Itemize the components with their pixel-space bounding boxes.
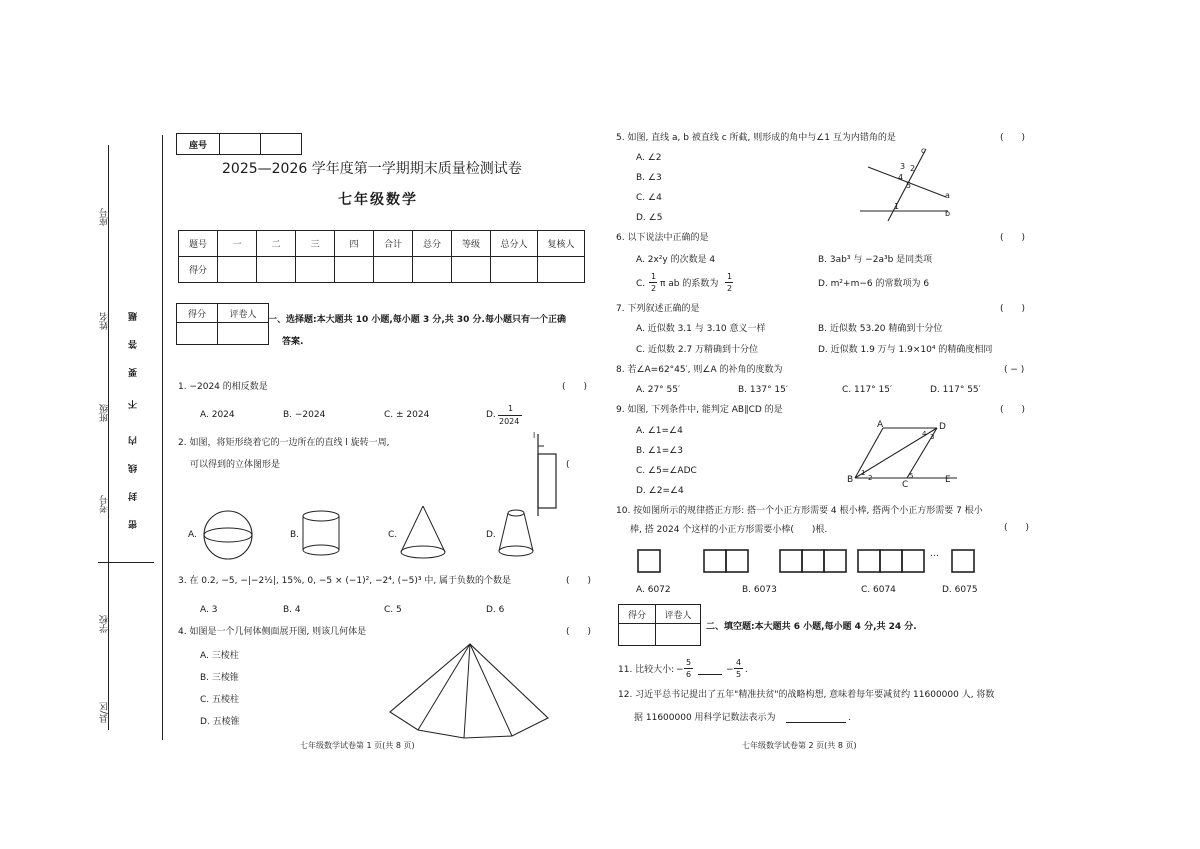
q2-option-a[interactable]: A.	[188, 530, 197, 540]
q5-option-d[interactable]: D. ∠5	[636, 213, 663, 223]
q6-option-a[interactable]: A. 2x²y 的次数是 4	[636, 255, 716, 265]
section2-grader-box	[618, 604, 701, 646]
q8-option-a[interactable]: A. 27° 55′	[636, 385, 681, 395]
q2-cone-figure	[398, 504, 448, 560]
q1-option-b[interactable]: B. −2024	[283, 410, 326, 420]
q9-label-E: E	[945, 475, 951, 485]
binding-county-label: 县/区	[100, 702, 110, 724]
binding-line-inner	[162, 135, 163, 740]
score-cell[interactable]	[257, 257, 296, 283]
q7-option-b[interactable]: B. 近似数 53.20 精确到十分位	[818, 324, 943, 334]
q10-option-d[interactable]: D. 6075	[942, 585, 978, 595]
q12-answer-blank[interactable]	[786, 722, 846, 723]
q12-stem-cont: 据 11600000 用科学记数法表示为	[634, 713, 776, 723]
q9-option-c[interactable]: C. ∠5=∠ADC	[636, 466, 697, 476]
seat-number-cell-2[interactable]	[261, 134, 302, 155]
q6-stem: 6. 以下说法中正确的是	[616, 233, 709, 243]
seal-char-6: 要	[129, 368, 139, 377]
q2-stem-cont: 可以得到的立体图形是	[190, 460, 281, 470]
q9-label-A: A	[877, 420, 884, 430]
q4-stem: 4. 如图是一个几何体侧面展开图, 则该几何体是	[178, 627, 367, 637]
score-cell[interactable]	[335, 257, 374, 283]
q7-option-c[interactable]: C. 近似数 2.7 万精确到十分位	[636, 345, 759, 355]
q5-label-1: 1	[894, 202, 900, 211]
q1-option-d-denominator: 2024	[499, 417, 520, 426]
q9-label-3: 3	[930, 433, 935, 441]
seal-char-7: 答	[129, 340, 139, 349]
q10-option-c[interactable]: C. 6074	[861, 585, 896, 595]
score-cell[interactable]	[413, 257, 452, 283]
q9-label-2: 2	[868, 474, 873, 482]
seal-char-3: 线	[129, 464, 139, 473]
q6-option-d[interactable]: D. m²+m−6 的常数项为 6	[818, 279, 930, 289]
q9-label-B: B	[847, 475, 854, 485]
q5-label-c: c	[921, 146, 926, 155]
grader-name-cell[interactable]	[218, 323, 269, 345]
q2-frustum-figure	[496, 507, 536, 559]
score-cell[interactable]	[452, 257, 491, 283]
seal-char-2: 封	[129, 492, 139, 501]
section2-heading: 二、填空题:本大题共 6 小题,每小题 4 分,共 24 分.	[706, 622, 917, 632]
q4-option-a[interactable]: A. 三棱柱	[200, 651, 239, 661]
q6-option-c-text[interactable]: π ab 的系数为	[660, 279, 719, 289]
q11-period: .	[745, 665, 748, 675]
score-cell[interactable]	[296, 257, 335, 283]
q9-label-C: C	[902, 480, 909, 490]
q2-sphere-figure	[200, 509, 256, 561]
q6-c-answer-den: 2	[727, 284, 733, 293]
q10-option-a[interactable]: A. 6072	[636, 585, 671, 595]
q11-answer-blank[interactable]	[698, 674, 722, 675]
grader-score-label: 得分	[619, 605, 656, 624]
q9-option-a[interactable]: A. ∠1=∠4	[636, 426, 683, 436]
q1-option-d-prefix[interactable]: D.	[486, 410, 496, 420]
score-header-cell: 等级	[452, 231, 491, 257]
q2-cylinder-figure	[301, 509, 341, 559]
section1-heading-cont: 答案.	[282, 337, 304, 347]
q6-option-c-prefix[interactable]: C.	[636, 279, 646, 289]
score-header-cell: 总分人	[491, 231, 538, 257]
q1-option-d-numerator: 1	[508, 404, 514, 413]
q2-option-b[interactable]: B.	[290, 530, 300, 540]
seat-number-box	[176, 133, 302, 155]
binding-seat-label: 座号	[100, 208, 110, 226]
q10-ellipsis: …	[930, 549, 939, 559]
q8-stem: 8. 若∠A=62°45′, 则∠A 的补角的度数为	[616, 365, 783, 375]
q2-option-d[interactable]: D.	[486, 530, 496, 540]
score-cell[interactable]	[491, 257, 538, 283]
seal-char-5: 不	[129, 400, 139, 409]
q5-option-c[interactable]: C. ∠4	[636, 193, 662, 203]
q4-answer-paren: ( )	[566, 627, 592, 637]
q9-label-5: 5	[909, 472, 914, 480]
score-header-cell: 题号	[179, 231, 218, 257]
score-summary-table	[178, 230, 585, 283]
q1-answer-paren: ( )	[562, 382, 588, 392]
score-header-cell: 总分	[413, 231, 452, 257]
q2-stem: 2. 如图，将矩形绕着它的一边所在的直线 l 旋转一周,	[178, 438, 390, 448]
q3-answer-paren: ( )	[566, 576, 592, 586]
section1-heading: 一、选择题:本大题共 10 小题,每小题 3 分,共 30 分.每小题只有一个正确	[268, 315, 566, 325]
q3-stem: 3. 在 0.2, −5, −|−2½|, 15%, 0, −5 × (−1)², −2⁴, (−5)³ 中, 属于负数的个数是	[178, 576, 512, 586]
q2-option-c[interactable]: C.	[388, 530, 398, 540]
seal-char-8: 题	[129, 312, 139, 321]
binding-school-label: 学校	[100, 615, 110, 633]
q9-label-D: D	[939, 422, 946, 432]
score-header-cell: 一	[218, 231, 257, 257]
q3-option-b[interactable]: B. 4	[283, 605, 301, 615]
q7-option-a[interactable]: A. 近似数 3.1 与 3.10 意义一样	[636, 324, 766, 334]
q10-stem: 10. 按如图所示的规律搭正方形: 搭一个小正方形需要 4 根小棒, 搭两个小正方形需要 7 根小	[616, 506, 983, 516]
binding-line-outer	[108, 145, 109, 730]
binding-name-label: 姓名	[100, 312, 110, 330]
seat-number-cell-1[interactable]	[220, 134, 261, 155]
exam-title: 2025—2026 学年度第一学期期末质量检测试卷	[222, 161, 522, 177]
q9-option-d[interactable]: D. ∠2=∠4	[636, 486, 684, 496]
binding-class-label: 班级	[100, 404, 110, 422]
grader-score-label: 得分	[177, 304, 218, 323]
q8-option-c[interactable]: C. 117° 15′	[842, 385, 893, 395]
q9-option-b[interactable]: B. ∠1=∠3	[636, 446, 684, 456]
score-cell[interactable]	[218, 257, 257, 283]
seal-char-4: 内	[129, 436, 139, 445]
score-header-cell: 二	[257, 231, 296, 257]
q6-answer-paren: ( )	[1000, 233, 1026, 243]
q10-answer-paren: ( )	[1004, 523, 1030, 533]
q5-answer-paren: ( )	[1000, 133, 1026, 143]
footer-page-1: 七年级数学试卷第 1 页(共 8 页)	[300, 741, 415, 750]
seat-number-label: 座号	[177, 134, 220, 155]
q3-option-d[interactable]: D. 6	[486, 605, 505, 615]
q9-label-4: 4	[922, 430, 927, 438]
footer-page-2: 七年级数学试卷第 2 页(共 8 页)	[742, 741, 857, 750]
q6-option-b[interactable]: B. 3ab³ 与 −2a³b 是同类项	[818, 255, 933, 265]
q4-option-c[interactable]: C. 五棱柱	[200, 695, 240, 705]
section1-grader-box	[176, 303, 269, 345]
q9-label-1: 1	[861, 469, 866, 477]
grader-score-cell[interactable]	[177, 323, 218, 345]
q1-stem: 1. −2024 的相反数是	[178, 382, 268, 392]
q11-num-1: 5	[686, 658, 692, 667]
q5-label-4: 4	[898, 173, 904, 182]
q11-minus-1: −	[676, 665, 684, 675]
q1-option-c[interactable]: C. ± 2024	[384, 410, 430, 420]
q7-stem: 7. 下列叙述正确的是	[616, 304, 700, 314]
seal-char-1: 密	[129, 520, 139, 529]
score-header-cell: 合计	[374, 231, 413, 257]
q11-minus-2: −	[726, 665, 734, 675]
score-row-label: 得分	[179, 257, 218, 283]
grader-score-cell[interactable]	[619, 624, 656, 646]
score-cell[interactable]	[538, 257, 585, 283]
q2-axis-label: l	[533, 431, 536, 440]
q4-net-figure	[384, 640, 554, 740]
exam-subtitle: 七年级数学	[338, 192, 418, 208]
score-header-cell: 三	[296, 231, 335, 257]
grader-name-cell[interactable]	[656, 624, 701, 646]
q6-c-answer-num: 1	[727, 272, 733, 281]
q5-option-b[interactable]: B. ∠3	[636, 173, 662, 183]
q5-label-a: a	[945, 191, 950, 200]
q5-label-2: 2	[910, 164, 916, 173]
binding-separator	[98, 562, 154, 563]
q2-answer-paren: (	[566, 460, 570, 470]
q10-option-b[interactable]: B. 6073	[742, 585, 777, 595]
q4-option-b[interactable]: B. 三棱锥	[200, 673, 239, 683]
q12-period: .	[848, 713, 851, 723]
q8-answer-paren: ( − )	[1004, 365, 1025, 375]
q1-option-a[interactable]: A. 2024	[200, 410, 235, 420]
score-cell[interactable]	[374, 257, 413, 283]
q5-stem: 5. 如图, 直线 a, b 被直线 c 所截, 则形成的角中与∠1 互为内错角的是	[616, 133, 896, 143]
q6-option-c-den: 2	[651, 284, 657, 293]
q11-den-1: 6	[686, 670, 692, 679]
q11-den-2: 5	[736, 670, 742, 679]
q5-label-5: 5	[906, 181, 912, 190]
q7-answer-paren: ( )	[1000, 304, 1026, 314]
q11-num-2: 4	[736, 658, 742, 667]
q6-option-c-num: 1	[651, 272, 657, 281]
q8-option-b[interactable]: B. 137° 15′	[738, 385, 788, 395]
q10-stem-cont: 棒, 搭 2024 个这样的小正方形需要小棒( )根.	[630, 525, 828, 535]
q7-option-d[interactable]: D. 近似数 1.9 万与 1.9×10⁴ 的精确度相同	[818, 345, 993, 355]
binding-exam-no-label: 考号	[100, 495, 110, 513]
q2-rectangle-figure	[530, 432, 560, 518]
q3-option-c[interactable]: C. 5	[384, 605, 402, 615]
q8-option-d[interactable]: D. 117° 55′	[930, 385, 981, 395]
q9-answer-paren: ( )	[1000, 405, 1026, 415]
q9-stem: 9. 如图, 下列条件中, 能判定 AB∥CD 的是	[616, 405, 783, 415]
score-header-cell: 四	[335, 231, 374, 257]
q3-option-a[interactable]: A. 3	[200, 605, 218, 615]
q5-label-3: 3	[900, 162, 906, 171]
q11-stem: 11. 比较大小:	[618, 665, 675, 675]
grader-name-label: 评卷人	[218, 304, 269, 323]
grader-name-label: 评卷人	[656, 605, 701, 624]
q5-option-a[interactable]: A. ∠2	[636, 153, 662, 163]
q12-stem: 12. 习近平总书记提出了五年"精准扶贫"的战略构想, 意味着每年要减贫约 11600000 人, 将数	[618, 690, 995, 700]
q4-option-d[interactable]: D. 五棱锥	[200, 717, 240, 727]
q5-label-b: b	[945, 209, 951, 218]
score-header-cell: 复核人	[538, 231, 585, 257]
